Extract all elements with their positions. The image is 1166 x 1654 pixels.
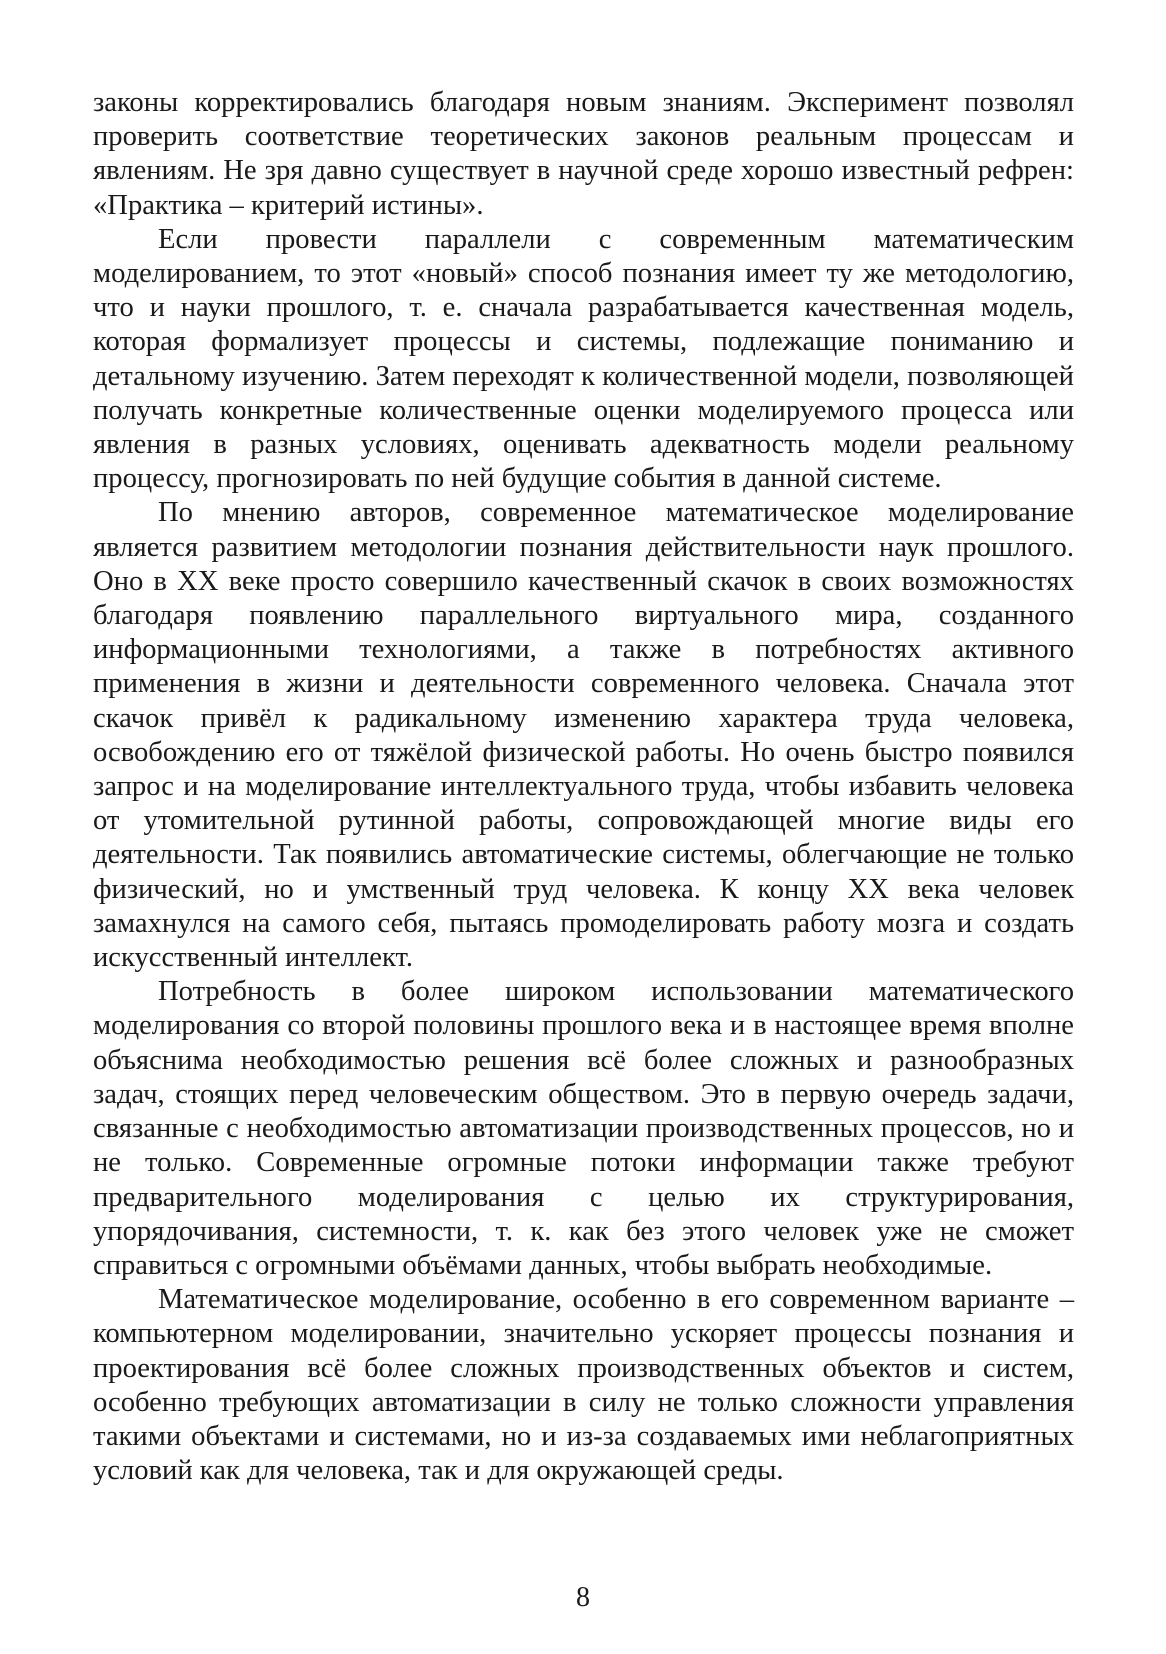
paragraph-1: законы корректировались благодаря новым знаниям. Эксперимент позволял проверить соответствие теоретических законов реальным процессам и явлениям. Не зря давно существует в научной среде хорошо известный рефрен: «Практика – критерий истины». — [93, 87, 1074, 221]
paragraph-4: Потребность в более широком использовании математического моделирования со второй половины прошлого века и в настоящее время вполне объяснима необходимостью решения всё более сложных и разнообразных задач, стоящих перед человеческим обществом. Это в первую очередь задачи, связанные с необходимостью автоматизации производственных процессов, но и не только. Современные огромные потоки информации также требуют предварительного моделирования с целью их структурирования, упорядочивания, системности, т. к. как без этого человек уже не сможет справиться с огромными объёмами данных, чтобы выбрать необходимые. — [93, 976, 1074, 1281]
paragraph-3: По мнению авторов, современное математическое моделирование является развитием методологии познания действительности наук прошлого. Оно в XX веке просто совершило качественный скачок в своих возможностях благодаря появлению параллельного виртуального мира, созданного информационными технологиями, а также в потребностях активного применения в жизни и деятельности современного человека. Сначала этот скачок привёл к радикальному изменению характера труда человека, освобождению его от тяжёлой физической работы. Но очень быстро появился запрос и на моделирование интеллектуального труда, чтобы избавить человека от утомительной рутинной работы, сопровождающей многие виды его деятельности. Так появились автоматические системы, облегчающие не только физический, но и умственный труд человека. К концу XX века человек замахнулся на самого себя, пытаясь промоделировать работу мозга и создать искусственный интеллект. — [93, 497, 1074, 974]
paragraph-5: Математическое моделирование, особенно в его современном варианте – компьютерном моделировании, значительно ускоряет процессы познания и проектирования всё более сложных производственных объектов и систем, особенно требующих автоматизации в силу не только сложности управления такими объектами и системами, но и из-за создаваемых ими неблагоприятных условий как для человека, так и для окружающей среды. — [93, 1284, 1074, 1487]
page-number: 8 — [576, 1582, 590, 1613]
paragraph-2: Если провести параллели с современным математическим моделированием, то этот «новый» способ познания имеет ту же методологию, что и науки прошлого, т. е. сначала разрабатывается качественная модель, которая формализует процессы и системы, подлежащие пониманию и детальному изучению. Затем переходят к количественной модели, позволяющей получать конкретные количественные оценки моделируемого процесса или явления в разных условиях, оценивать адекватность модели реальному процессу, прогнозировать по ней будущие события в данной системе. — [93, 223, 1074, 495]
body-text — [93, 86, 1074, 1488]
